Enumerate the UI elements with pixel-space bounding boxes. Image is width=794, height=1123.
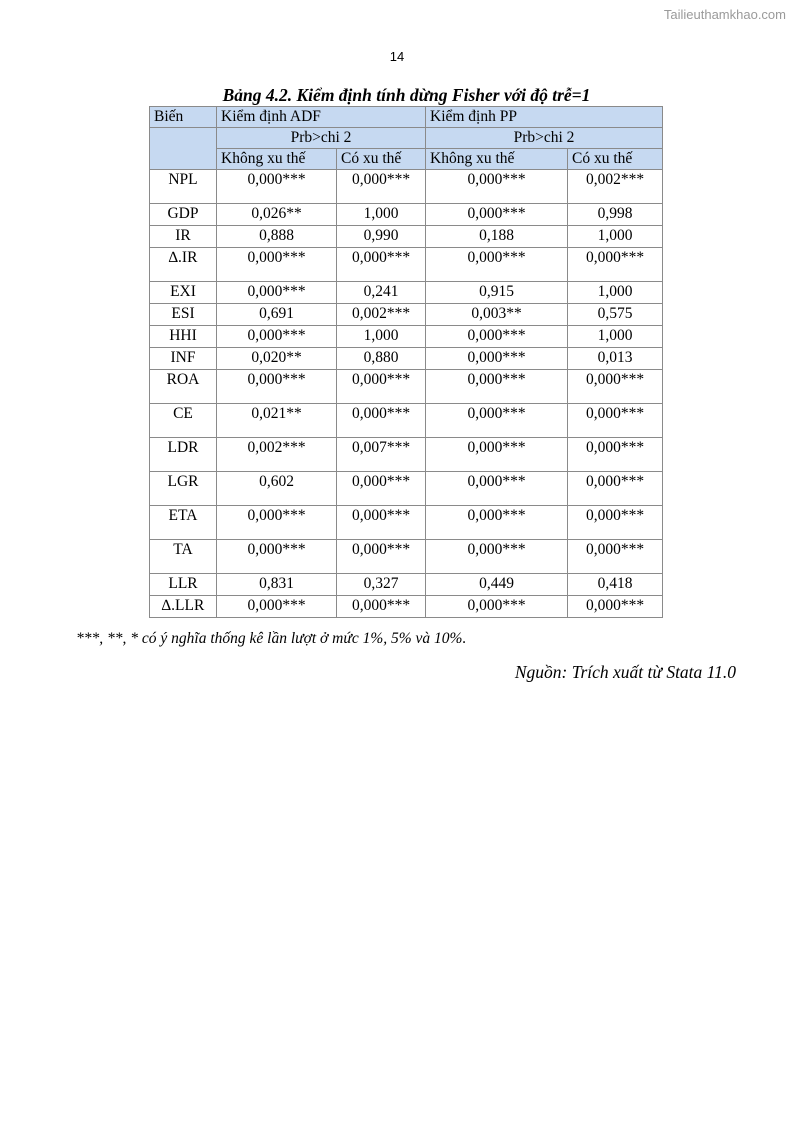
cell-variable: ROA [150,370,217,404]
cell-adf-no-trend: 0,000*** [217,506,337,540]
header-blank [150,128,217,149]
header-variable: Biến [150,107,217,128]
cell-pp-no-trend: 0,000*** [426,438,568,472]
header-pp: Kiểm định PP [426,107,663,128]
cell-variable: ETA [150,506,217,540]
cell-pp-no-trend: 0,003** [426,304,568,326]
cell-adf-trend: 0,000*** [337,596,426,618]
cell-adf-trend: 0,000*** [337,170,426,204]
table-row [150,404,663,438]
cell-adf-no-trend: 0,000*** [217,248,337,282]
cell-adf-trend: 0,000*** [337,472,426,506]
table-row [150,348,663,370]
table-row [150,596,663,618]
header-adf-no-trend: Không xu thế [217,149,337,170]
cell-adf-trend: 0,000*** [337,540,426,574]
cell-pp-trend: 1,000 [568,226,663,248]
cell-adf-no-trend: 0,000*** [217,170,337,204]
cell-adf-no-trend: 0,002*** [217,438,337,472]
cell-adf-no-trend: 0,000*** [217,596,337,618]
header-stat-adf: Prb>chi 2 [217,128,426,149]
cell-adf-no-trend: 0,000*** [217,326,337,348]
cell-adf-no-trend: 0,020** [217,348,337,370]
significance-footnote: ***, **, * có ý nghĩa thống kê lần lượt ở mức 1%, 5% và 10%. [76,630,467,647]
cell-pp-no-trend: 0,000*** [426,248,568,282]
cell-pp-trend: 0,000*** [568,248,663,282]
fisher-unit-root-table [149,106,663,618]
cell-pp-trend: 0,013 [568,348,663,370]
cell-adf-no-trend: 0,000*** [217,370,337,404]
cell-variable: LGR [150,472,217,506]
table-row [150,170,663,204]
table-row [150,540,663,574]
cell-adf-trend: 0,241 [337,282,426,304]
cell-pp-no-trend: 0,000*** [426,326,568,348]
cell-pp-no-trend: 0,000*** [426,472,568,506]
cell-adf-trend: 1,000 [337,326,426,348]
header-pp-trend: Có xu thế [568,149,663,170]
cell-adf-no-trend: 0,021** [217,404,337,438]
cell-pp-no-trend: 0,915 [426,282,568,304]
cell-variable: GDP [150,204,217,226]
cell-adf-trend: 0,007*** [337,438,426,472]
cell-adf-trend: 0,880 [337,348,426,370]
cell-adf-no-trend: 0,026** [217,204,337,226]
cell-variable: LLR [150,574,217,596]
cell-variable: LDR [150,438,217,472]
cell-adf-trend: 0,327 [337,574,426,596]
cell-variable: CE [150,404,217,438]
table-row [150,438,663,472]
cell-pp-trend: 0,000*** [568,472,663,506]
source-note: Nguồn: Trích xuất từ Stata 11.0 [514,662,736,682]
cell-adf-no-trend: 0,691 [217,304,337,326]
cell-adf-trend: 1,000 [337,204,426,226]
cell-adf-trend: 0,000*** [337,248,426,282]
cell-pp-trend: 0,000*** [568,506,663,540]
table-row [150,472,663,506]
cell-pp-no-trend: 0,000*** [426,506,568,540]
cell-pp-trend: 0,998 [568,204,663,226]
cell-variable: ESI [150,304,217,326]
cell-pp-trend: 0,575 [568,304,663,326]
cell-adf-no-trend: 0,602 [217,472,337,506]
cell-pp-trend: 0,000*** [568,596,663,618]
cell-pp-no-trend: 0,188 [426,226,568,248]
cell-variable: NPL [150,170,217,204]
page-number: 14 [389,49,405,64]
table-row [150,204,663,226]
cell-variable: HHI [150,326,217,348]
table-row [150,506,663,540]
cell-pp-no-trend: 0,000*** [426,596,568,618]
table-row [150,326,663,348]
cell-pp-trend: 1,000 [568,282,663,304]
header-adf-trend: Có xu thế [337,149,426,170]
table-row [150,304,663,326]
cell-adf-trend: 0,000*** [337,370,426,404]
cell-pp-no-trend: 0,000*** [426,170,568,204]
watermark: Tailieuthamkhao.com [663,7,786,22]
table-caption: Bảng 4.2. Kiểm định tính dừng Fisher với độ trễ=1 [222,85,591,105]
cell-pp-no-trend: 0,000*** [426,204,568,226]
table-row [150,370,663,404]
header-pp-no-trend: Không xu thế [426,149,568,170]
header-adf: Kiểm định ADF [217,107,426,128]
cell-pp-trend: 0,000*** [568,370,663,404]
cell-pp-trend: 0,418 [568,574,663,596]
table-row [150,226,663,248]
cell-pp-no-trend: 0,000*** [426,404,568,438]
cell-adf-no-trend: 0,831 [217,574,337,596]
cell-pp-trend: 0,000*** [568,438,663,472]
cell-adf-trend: 0,000*** [337,506,426,540]
cell-pp-trend: 0,000*** [568,404,663,438]
header-stat-pp: Prb>chi 2 [426,128,663,149]
cell-adf-no-trend: 0,888 [217,226,337,248]
cell-variable: TA [150,540,217,574]
table-row [150,574,663,596]
cell-adf-trend: 0,002*** [337,304,426,326]
cell-variable: EXI [150,282,217,304]
cell-variable: ∆.LLR [150,596,217,618]
cell-adf-no-trend: 0,000*** [217,282,337,304]
cell-pp-no-trend: 0,000*** [426,370,568,404]
cell-adf-trend: 0,990 [337,226,426,248]
cell-pp-trend: 1,000 [568,326,663,348]
cell-pp-no-trend: 0,000*** [426,348,568,370]
cell-pp-trend: 0,002*** [568,170,663,204]
cell-pp-trend: 0,000*** [568,540,663,574]
cell-pp-no-trend: 0,000*** [426,540,568,574]
cell-adf-no-trend: 0,000*** [217,540,337,574]
cell-pp-no-trend: 0,449 [426,574,568,596]
header-blank [150,149,217,170]
cell-variable: INF [150,348,217,370]
cell-variable: IR [150,226,217,248]
cell-adf-trend: 0,000*** [337,404,426,438]
table-row [150,282,663,304]
table-row [150,248,663,282]
cell-variable: ∆.IR [150,248,217,282]
